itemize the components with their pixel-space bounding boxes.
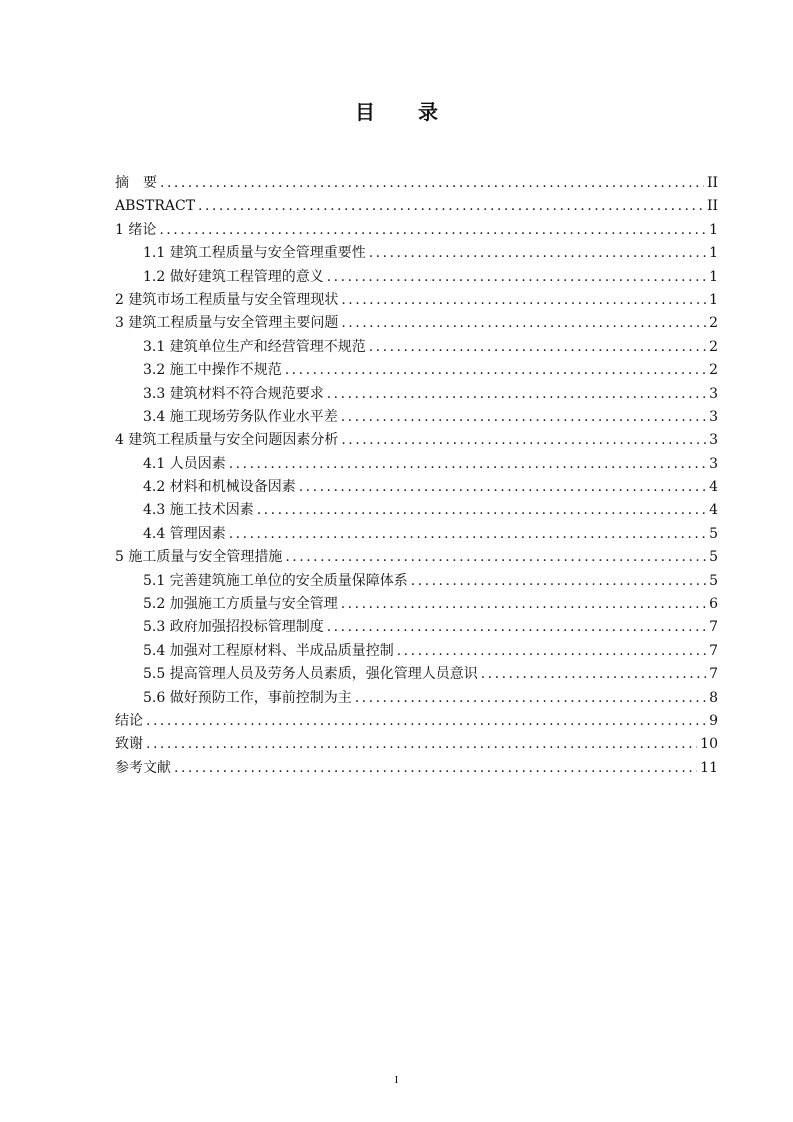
toc-entry[interactable] [115, 616, 718, 639]
toc-entry-page: 1 [709, 221, 718, 238]
toc-entry-label: 5.3 政府加强招投标管理制度 [143, 619, 324, 636]
toc-entry-page: II [706, 198, 718, 215]
dot-leader [369, 336, 706, 359]
toc-entry[interactable] [115, 383, 718, 406]
dot-leader [481, 663, 706, 686]
toc-entry[interactable] [115, 640, 718, 663]
toc-entry-page: 1 [709, 245, 718, 262]
toc-entry-page: 4 [709, 502, 718, 519]
dot-leader [341, 593, 706, 616]
dot-leader [285, 359, 706, 382]
dot-leader [369, 242, 706, 265]
dot-leader [146, 710, 706, 733]
toc-entry[interactable] [115, 570, 718, 593]
toc-entry-page: 5 [709, 525, 718, 542]
dot-leader [229, 453, 706, 476]
dot-leader [146, 733, 697, 756]
toc-entry-label: 4.3 施工技术因素 [143, 502, 254, 519]
toc-entry-page: 3 [709, 432, 718, 449]
toc-entry-label: 1 绪论 [115, 221, 157, 238]
toc-entry-label: 1.1 建筑工程质量与安全管理重要性 [143, 245, 366, 262]
toc-entry-label: 3 建筑工程质量与安全管理主要问题 [115, 315, 339, 332]
toc-entry-label: 3.2 施工中操作不规范 [143, 362, 282, 379]
toc-entry-page: 3 [709, 455, 718, 472]
dot-leader [397, 640, 706, 663]
toc-entry-page: 2 [709, 315, 718, 332]
toc-entry[interactable] [115, 219, 718, 242]
toc-entry-label: 结论 [115, 712, 143, 729]
dot-leader [299, 476, 706, 499]
toc-entry[interactable] [115, 476, 718, 499]
toc-entry[interactable] [115, 429, 718, 452]
dot-leader [159, 219, 706, 242]
page-number: I [394, 1074, 399, 1086]
toc-entry-page: 2 [709, 362, 718, 379]
toc-entry[interactable] [115, 523, 718, 546]
toc-entry[interactable] [115, 733, 718, 756]
dot-leader [174, 757, 697, 780]
toc-entry-page: 6 [709, 596, 718, 613]
toc-entry-page: 3 [709, 408, 718, 425]
table-of-contents [115, 172, 718, 780]
toc-entry[interactable] [115, 312, 718, 335]
toc-entry-page: II [706, 175, 718, 191]
toc-entry-page: 7 [709, 642, 718, 659]
toc-entry[interactable] [115, 266, 718, 289]
toc-entry-label: 4.2 材料和机械设备因素 [143, 479, 296, 496]
toc-entry-label: 摘 要 [115, 175, 157, 191]
toc-entry[interactable] [115, 406, 718, 429]
dot-leader [198, 195, 704, 218]
dot-leader [411, 570, 706, 593]
toc-entry-label: 5.1 完善建筑施工单位的安全质量保障体系 [143, 572, 408, 589]
toc-entry[interactable] [115, 336, 718, 359]
toc-entry-label: 5.6 做好预防工作，事前控制为主 [143, 689, 352, 706]
toc-entry-label: 4 建筑工程质量与安全问题因素分析 [115, 432, 339, 449]
toc-entry-page: 5 [709, 572, 718, 589]
toc-entry[interactable] [115, 242, 718, 265]
toc-entry-label: 2 建筑市场工程质量与安全管理现状 [115, 291, 339, 308]
dot-leader [327, 266, 706, 289]
toc-entry-label: 3.4 施工现场劳务队作业水平差 [143, 408, 338, 425]
toc-entry-page: 11 [700, 759, 718, 776]
dot-leader [327, 616, 706, 639]
toc-entry[interactable] [115, 710, 718, 733]
toc-entry[interactable] [115, 757, 718, 780]
toc-entry-page: 8 [709, 689, 718, 706]
dot-leader [355, 687, 706, 710]
dot-leader [341, 406, 706, 429]
toc-entry[interactable] [115, 593, 718, 616]
toc-entry-page: 10 [700, 736, 718, 753]
dot-leader [160, 172, 704, 195]
toc-entry-page: 9 [709, 712, 718, 729]
toc-entry[interactable] [115, 195, 718, 218]
toc-entry-label: 4.4 管理因素 [143, 525, 226, 542]
toc-entry-label: 1.2 做好建筑工程管理的意义 [143, 268, 324, 285]
toc-entry-label: 5.4 加强对工程原材料、半成品质量控制 [143, 642, 394, 659]
toc-entry-label: ABSTRACT [115, 198, 196, 215]
dot-leader [341, 312, 706, 335]
dot-leader [229, 523, 706, 546]
toc-entry-page: 1 [709, 291, 718, 308]
toc-entry[interactable] [115, 359, 718, 382]
dot-leader [257, 499, 706, 522]
toc-entry-page: 4 [709, 479, 718, 496]
toc-entry[interactable] [115, 289, 718, 312]
toc-entry-page: 7 [709, 619, 718, 636]
toc-entry-label: 3.3 建筑材料不符合规范要求 [143, 385, 324, 402]
dot-leader [341, 289, 706, 312]
dot-leader [327, 383, 706, 406]
toc-entry-label: 5.5 提高管理人员及劳务人员素质，强化管理人员意识 [143, 666, 478, 683]
toc-entry-label: 4.1 人员因素 [143, 455, 226, 472]
toc-entry-label: 5.2 加强施工方质量与安全管理 [143, 596, 338, 613]
page-title: 目 录 [355, 100, 456, 124]
toc-entry[interactable] [115, 663, 718, 686]
dot-leader [341, 429, 706, 452]
toc-entry-label: 3.1 建筑单位生产和经营管理不规范 [143, 338, 366, 355]
toc-entry[interactable] [115, 546, 718, 569]
toc-entry[interactable] [115, 687, 718, 710]
toc-entry[interactable] [115, 499, 718, 522]
toc-entry-page: 5 [709, 549, 718, 566]
toc-entry[interactable] [115, 453, 718, 476]
toc-entry-page: 3 [709, 385, 718, 402]
toc-entry-label: 致谢 [115, 736, 143, 753]
toc-entry-label: 5 施工质量与安全管理措施 [115, 549, 283, 566]
toc-entry-page: 2 [709, 338, 718, 355]
toc-entry-page: 1 [709, 268, 718, 285]
toc-entry-label: 参考文献 [115, 759, 171, 776]
toc-entry[interactable] [115, 172, 718, 195]
toc-entry-page: 7 [709, 666, 718, 683]
dot-leader [285, 546, 706, 569]
